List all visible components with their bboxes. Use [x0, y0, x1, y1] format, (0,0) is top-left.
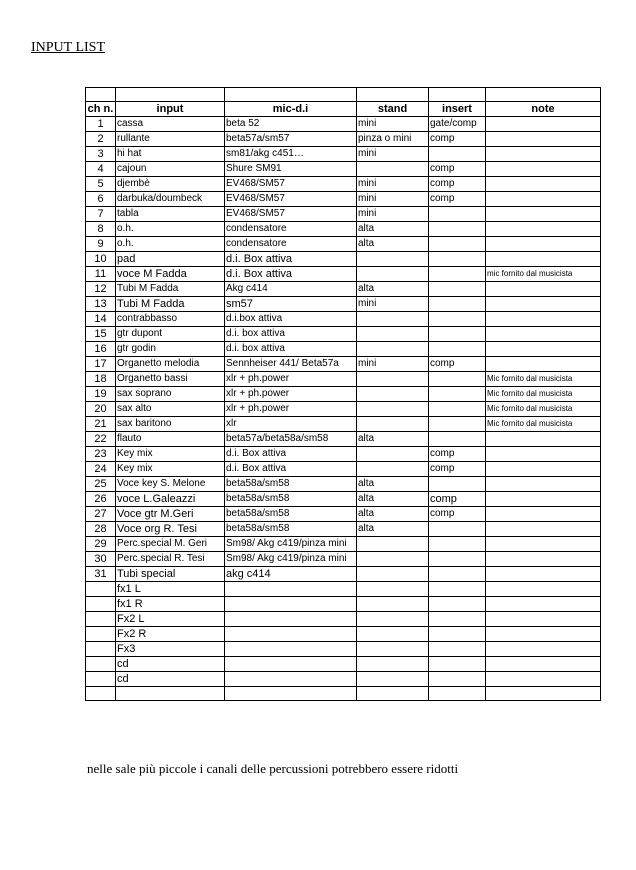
cell-input: gtr godin [116, 342, 225, 357]
cell-mic: beta58a/sm58 [225, 507, 357, 522]
cell-mic [225, 612, 357, 627]
cell-note [486, 507, 601, 522]
cell-note [486, 477, 601, 492]
table-row [86, 417, 601, 432]
cell-insert: gate/comp [429, 117, 486, 132]
cell-input: Key mix [116, 462, 225, 477]
table-row [86, 177, 601, 192]
cell-input: Voce org R. Tesi [116, 522, 225, 537]
cell-stand [357, 372, 429, 387]
cell-mic: d.i.box attiva [225, 312, 357, 327]
cell-stand: pinza o mini [357, 132, 429, 147]
cell-note [486, 357, 601, 372]
cell-stand [357, 582, 429, 597]
table-row [86, 312, 601, 327]
cell-note [486, 657, 601, 672]
cell-input: o.h. [116, 222, 225, 237]
cell-stand [357, 387, 429, 402]
cell-insert: comp [429, 357, 486, 372]
cell-stand [357, 462, 429, 477]
cell-mic [225, 627, 357, 642]
page-title: INPUT LIST [31, 40, 106, 55]
cell-input: cd [116, 672, 225, 687]
table-row [86, 252, 601, 267]
cell-mic: akg c414 [225, 567, 357, 582]
table-row [86, 342, 601, 357]
cell-ch: 16 [86, 342, 116, 357]
cell-ch: 11 [86, 267, 116, 282]
cell-input: o.h. [116, 237, 225, 252]
cell-ch: 14 [86, 312, 116, 327]
cell-insert [429, 657, 486, 672]
table-row [86, 402, 601, 417]
cell-ch: 22 [86, 432, 116, 447]
cell-note: Mic fornito dal musicista [486, 387, 601, 402]
cell-mic: d.i. Box attiva [225, 252, 357, 267]
cell-note: Mic fornito dal musicista [486, 402, 601, 417]
cell-stand [357, 627, 429, 642]
cell-note [486, 432, 601, 447]
cell-ch: 18 [86, 372, 116, 387]
cell-insert [429, 222, 486, 237]
table-row [86, 132, 601, 147]
cell-insert [429, 642, 486, 657]
cell-input: contrabbasso [116, 312, 225, 327]
cell-ch: 17 [86, 357, 116, 372]
cell-note [486, 177, 601, 192]
cell-stand: alta [357, 492, 429, 507]
cell-mic [225, 642, 357, 657]
cell-input: Perc.special R. Tesi [116, 552, 225, 567]
cell-input: Organetto melodia [116, 357, 225, 372]
cell-ch: 30 [86, 552, 116, 567]
cell-stand: alta [357, 222, 429, 237]
cell-insert [429, 432, 486, 447]
cell-note [486, 147, 601, 162]
table-row [86, 612, 601, 627]
cell-stand: mini [357, 207, 429, 222]
cell-mic: Sm98/ Akg c419/pinza mini [225, 537, 357, 552]
cell-stand: alta [357, 432, 429, 447]
cell-mic: sm57 [225, 297, 357, 312]
cell-ch: 27 [86, 507, 116, 522]
cell-note [486, 447, 601, 462]
header-stand: stand [357, 102, 429, 117]
cell-note [486, 522, 601, 537]
table-row [86, 567, 601, 582]
cell-input: sax soprano [116, 387, 225, 402]
cell-note [486, 207, 601, 222]
cell-stand: alta [357, 477, 429, 492]
cell-mic: beta57a/sm57 [225, 132, 357, 147]
cell-note [486, 192, 601, 207]
cell-ch [86, 597, 116, 612]
cell-stand: alta [357, 522, 429, 537]
cell-ch: 1 [86, 117, 116, 132]
cell-stand [357, 417, 429, 432]
cell-stand [357, 447, 429, 462]
cell-insert [429, 282, 486, 297]
cell-mic [225, 672, 357, 687]
cell-input: hi hat [116, 147, 225, 162]
cell-mic: Akg c414 [225, 282, 357, 297]
cell-input: Tubi special [116, 567, 225, 582]
cell-ch [86, 627, 116, 642]
cell-ch: 12 [86, 282, 116, 297]
table-spacer-row [86, 687, 601, 701]
cell-stand [357, 327, 429, 342]
cell-mic: Shure SM91 [225, 162, 357, 177]
cell-note [486, 462, 601, 477]
cell-ch: 10 [86, 252, 116, 267]
cell-ch [86, 672, 116, 687]
cell-input: cassa [116, 117, 225, 132]
cell-note [486, 642, 601, 657]
cell-note [486, 117, 601, 132]
cell-input: Organetto bassi [116, 372, 225, 387]
cell-stand [357, 597, 429, 612]
cell-insert [429, 312, 486, 327]
cell-input: gtr dupont [116, 327, 225, 342]
table-row [86, 477, 601, 492]
cell-ch: 5 [86, 177, 116, 192]
cell-ch: 28 [86, 522, 116, 537]
cell-stand: mini [357, 192, 429, 207]
cell-ch: 23 [86, 447, 116, 462]
cell-mic: condensatore [225, 222, 357, 237]
cell-input: darbuka/doumbeck [116, 192, 225, 207]
table-row [86, 492, 601, 507]
table-row [86, 552, 601, 567]
cell-mic: EV468/SM57 [225, 192, 357, 207]
cell-ch: 20 [86, 402, 116, 417]
table-row [86, 297, 601, 312]
cell-ch [86, 642, 116, 657]
header-insert: insert [429, 102, 486, 117]
table-row [86, 642, 601, 657]
cell-input: flauto [116, 432, 225, 447]
cell-ch: 6 [86, 192, 116, 207]
cell-mic: beta58a/sm58 [225, 522, 357, 537]
cell-input: Tubi M Fadda [116, 297, 225, 312]
input-list-table [85, 87, 601, 701]
cell-stand: mini [357, 147, 429, 162]
cell-mic: d.i. Box attiva [225, 462, 357, 477]
table-row [86, 507, 601, 522]
cell-note [486, 567, 601, 582]
table-row [86, 207, 601, 222]
cell-stand [357, 552, 429, 567]
table-row [86, 387, 601, 402]
cell-mic: xlr + ph.power [225, 372, 357, 387]
cell-ch: 13 [86, 297, 116, 312]
table-row [86, 447, 601, 462]
cell-insert [429, 237, 486, 252]
cell-note: mic fornito dal musicista [486, 267, 601, 282]
cell-stand: mini [357, 357, 429, 372]
cell-mic: beta57a/beta58a/sm58 [225, 432, 357, 447]
cell-mic: condensatore [225, 237, 357, 252]
cell-input: pad [116, 252, 225, 267]
cell-input: fx1 R [116, 597, 225, 612]
cell-input: cd [116, 657, 225, 672]
cell-mic [225, 582, 357, 597]
cell-note [486, 162, 601, 177]
cell-note: Mic fornito dal musicista [486, 417, 601, 432]
cell-note: Mic fornito dal musicista [486, 372, 601, 387]
cell-note [486, 327, 601, 342]
table-header-row [86, 102, 601, 117]
cell-ch: 3 [86, 147, 116, 162]
cell-input: Fx2 L [116, 612, 225, 627]
cell-stand [357, 252, 429, 267]
cell-note [486, 297, 601, 312]
cell-ch [86, 657, 116, 672]
cell-insert [429, 387, 486, 402]
cell-input: Voce gtr M.Geri [116, 507, 225, 522]
cell-input: cajoun [116, 162, 225, 177]
cell-note [486, 312, 601, 327]
table-row [86, 522, 601, 537]
cell-note [486, 492, 601, 507]
cell-ch: 24 [86, 462, 116, 477]
cell-ch: 19 [86, 387, 116, 402]
cell-mic: beta 52 [225, 117, 357, 132]
cell-mic: beta58a/sm58 [225, 492, 357, 507]
table-row [86, 597, 601, 612]
cell-stand [357, 567, 429, 582]
cell-insert: comp [429, 162, 486, 177]
cell-insert [429, 552, 486, 567]
cell-input: voce M Fadda [116, 267, 225, 282]
cell-input: Key mix [116, 447, 225, 462]
cell-stand: mini [357, 177, 429, 192]
table-row [86, 537, 601, 552]
cell-mic: xlr + ph.power [225, 402, 357, 417]
cell-input: tabla [116, 207, 225, 222]
table-spacer-row [86, 88, 601, 102]
cell-note [486, 612, 601, 627]
table-row [86, 147, 601, 162]
cell-mic: d.i. box attiva [225, 342, 357, 357]
cell-stand [357, 162, 429, 177]
cell-insert [429, 327, 486, 342]
cell-note [486, 597, 601, 612]
cell-note [486, 537, 601, 552]
cell-ch: 15 [86, 327, 116, 342]
cell-stand [357, 312, 429, 327]
cell-ch: 31 [86, 567, 116, 582]
cell-stand [357, 342, 429, 357]
cell-stand: alta [357, 237, 429, 252]
cell-mic: EV468/SM57 [225, 177, 357, 192]
cell-note [486, 237, 601, 252]
cell-stand: mini [357, 117, 429, 132]
cell-stand [357, 537, 429, 552]
table-row [86, 282, 601, 297]
cell-insert [429, 342, 486, 357]
cell-insert [429, 537, 486, 552]
cell-insert [429, 612, 486, 627]
cell-mic [225, 597, 357, 612]
cell-note [486, 132, 601, 147]
table-row [86, 162, 601, 177]
table-row [86, 222, 601, 237]
cell-input: sax alto [116, 402, 225, 417]
table-row [86, 237, 601, 252]
cell-stand [357, 642, 429, 657]
cell-note [486, 342, 601, 357]
cell-ch: 4 [86, 162, 116, 177]
table-row [86, 582, 601, 597]
cell-mic: d.i. Box attiva [225, 447, 357, 462]
cell-insert [429, 567, 486, 582]
cell-insert [429, 372, 486, 387]
cell-input: voce L.Galeazzi [116, 492, 225, 507]
cell-note [486, 552, 601, 567]
cell-ch: 21 [86, 417, 116, 432]
cell-insert [429, 627, 486, 642]
cell-note [486, 282, 601, 297]
cell-note [486, 222, 601, 237]
cell-insert: comp [429, 177, 486, 192]
table-row [86, 357, 601, 372]
cell-mic: xlr [225, 417, 357, 432]
cell-insert [429, 597, 486, 612]
cell-ch: 29 [86, 537, 116, 552]
footer-note: nelle sale più piccole i canali delle percussioni potrebbero essere ridotti [87, 761, 459, 776]
cell-stand: alta [357, 507, 429, 522]
cell-ch [86, 612, 116, 627]
cell-stand [357, 612, 429, 627]
cell-input: Fx3 [116, 642, 225, 657]
cell-insert: comp [429, 492, 486, 507]
cell-insert [429, 477, 486, 492]
table-row [86, 627, 601, 642]
table-row [86, 192, 601, 207]
header-input: input [116, 102, 225, 117]
cell-input: Fx2 R [116, 627, 225, 642]
cell-ch: 7 [86, 207, 116, 222]
cell-ch: 26 [86, 492, 116, 507]
cell-stand [357, 672, 429, 687]
cell-insert [429, 582, 486, 597]
cell-input: fx1 L [116, 582, 225, 597]
table-row [86, 672, 601, 687]
cell-note [486, 627, 601, 642]
header-note: note [486, 102, 601, 117]
table-row [86, 117, 601, 132]
cell-mic: xlr + ph.power [225, 387, 357, 402]
cell-ch: 8 [86, 222, 116, 237]
header-ch: ch n. [86, 102, 116, 117]
cell-input: djembè [116, 177, 225, 192]
cell-insert [429, 672, 486, 687]
cell-stand [357, 267, 429, 282]
cell-input: sax baritono [116, 417, 225, 432]
table-row [86, 267, 601, 282]
cell-stand: alta [357, 282, 429, 297]
cell-insert [429, 252, 486, 267]
cell-stand [357, 657, 429, 672]
cell-insert: comp [429, 132, 486, 147]
cell-insert [429, 297, 486, 312]
cell-insert [429, 207, 486, 222]
cell-input: Voce key S. Melone [116, 477, 225, 492]
cell-input: Perc.special M. Geri [116, 537, 225, 552]
cell-mic: Sennheiser 441/ Beta57a [225, 357, 357, 372]
cell-note [486, 672, 601, 687]
cell-ch [86, 582, 116, 597]
cell-input: rullante [116, 132, 225, 147]
cell-note [486, 582, 601, 597]
cell-stand [357, 402, 429, 417]
cell-insert: comp [429, 192, 486, 207]
cell-note [486, 252, 601, 267]
cell-mic [225, 657, 357, 672]
cell-stand: mini [357, 297, 429, 312]
header-mic: mic-d.i [225, 102, 357, 117]
cell-insert [429, 522, 486, 537]
cell-insert [429, 417, 486, 432]
cell-mic: d.i. Box attiva [225, 267, 357, 282]
cell-insert [429, 147, 486, 162]
cell-mic: Sm98/ Akg c419/pinza mini [225, 552, 357, 567]
cell-mic: beta58a/sm58 [225, 477, 357, 492]
cell-insert: comp [429, 462, 486, 477]
cell-ch: 25 [86, 477, 116, 492]
cell-insert [429, 267, 486, 282]
cell-insert: comp [429, 447, 486, 462]
table-row [86, 372, 601, 387]
cell-mic: d.i. box attiva [225, 327, 357, 342]
table-row [86, 327, 601, 342]
cell-ch: 2 [86, 132, 116, 147]
cell-input: Tubi M Fadda [116, 282, 225, 297]
table-row [86, 432, 601, 447]
cell-mic: sm81/akg c451… [225, 147, 357, 162]
cell-insert: comp [429, 507, 486, 522]
cell-mic: EV468/SM57 [225, 207, 357, 222]
cell-insert [429, 402, 486, 417]
table-row [86, 657, 601, 672]
table-row [86, 462, 601, 477]
cell-ch: 9 [86, 237, 116, 252]
